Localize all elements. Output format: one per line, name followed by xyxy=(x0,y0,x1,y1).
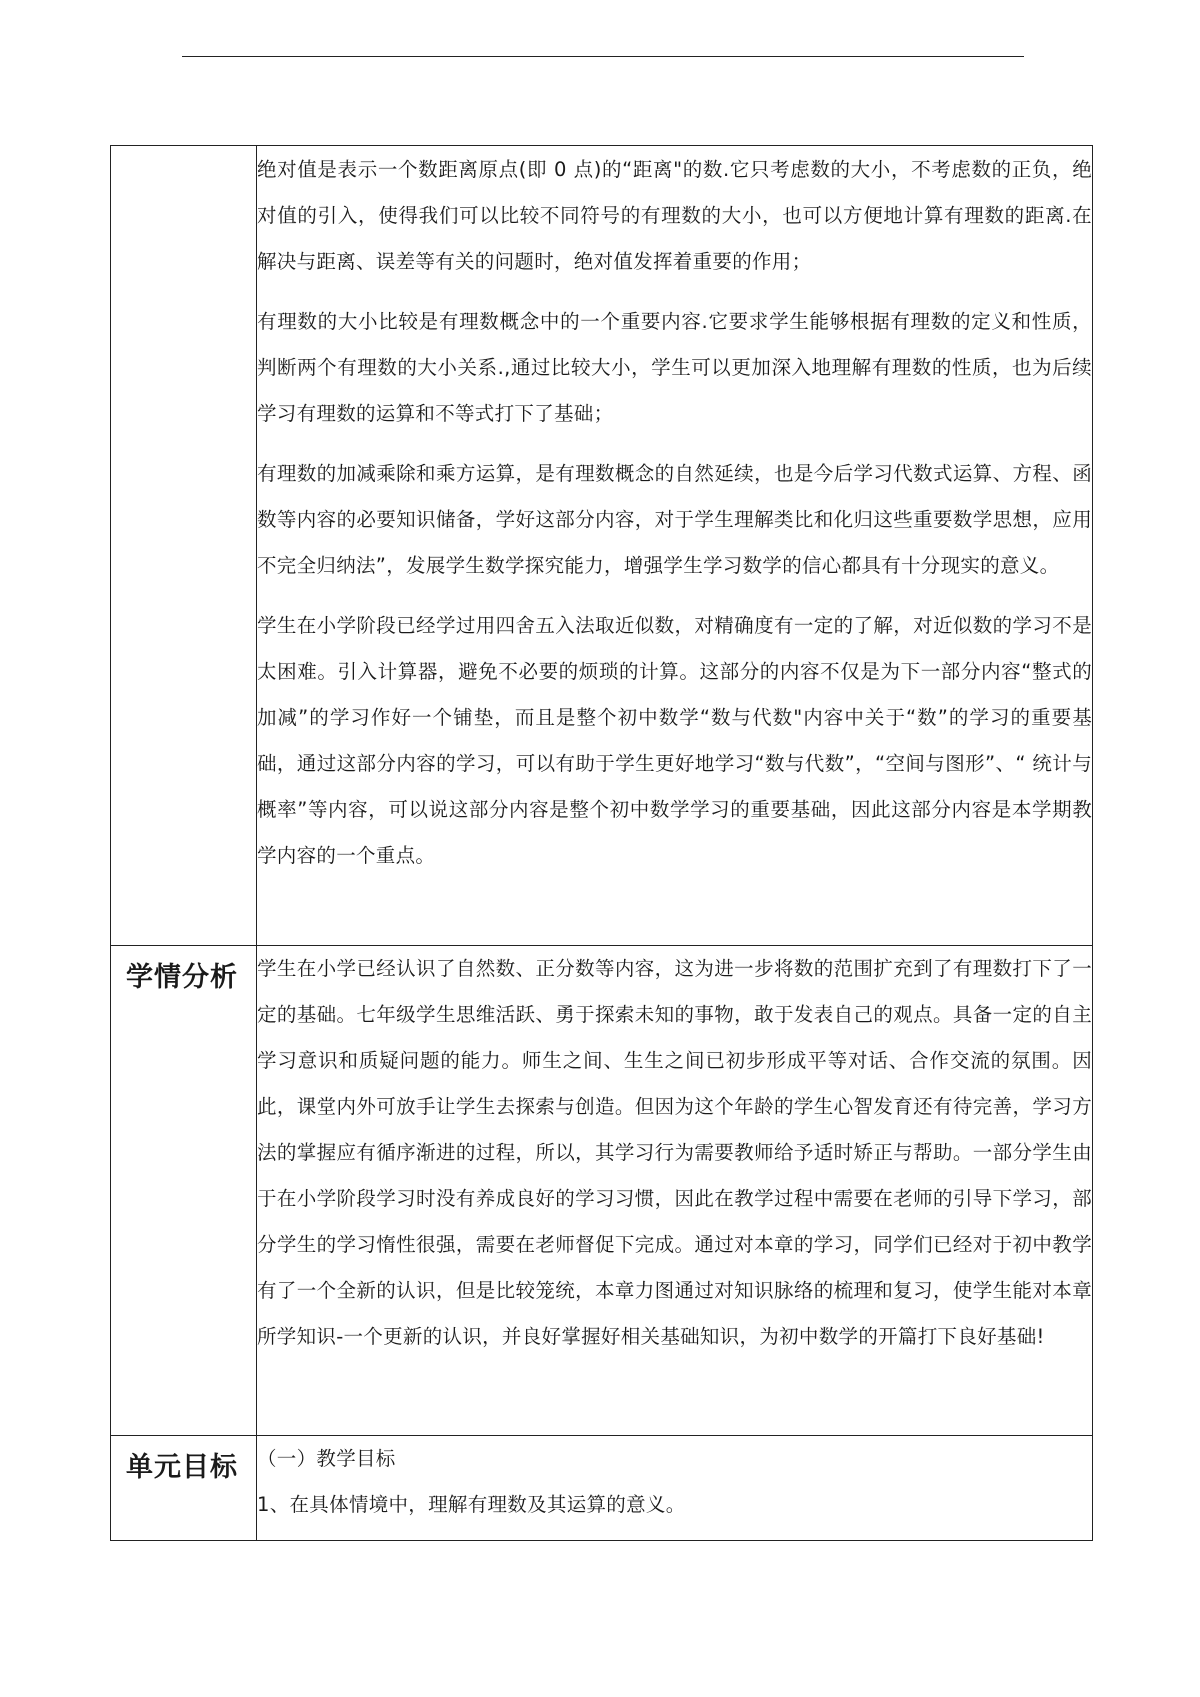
table-row-unit-goals xyxy=(111,1436,1093,1541)
header-rule xyxy=(182,56,1024,57)
content-cell xyxy=(257,1436,1093,1541)
row-label-cell xyxy=(111,1436,257,1541)
goal-heading: （一）教学目标 xyxy=(257,1447,396,1470)
lesson-plan-table xyxy=(110,145,1093,1541)
content-cell xyxy=(257,146,1093,946)
row-label-cell-empty xyxy=(111,146,257,946)
paragraph-comparison: 有理数的大小比较是有理数概念中的一个重要内容.它要求学生能够根据有理数的定义和性质，判断两个有理数的大小关系.,通过比较大小，学生可以更加深入地理解有理数的性质，也为后续学习有理数的运算和不等式打下了基础； xyxy=(257,310,1092,425)
table-row-student-analysis xyxy=(111,946,1093,1436)
table-row-content xyxy=(111,146,1093,946)
paragraph-absolute-value: 绝对值是表示一个数距离原点(即 0 点)的“距离"的数.它只考虑数的大小，不考虑数的正负，绝对值的引入，使得我们可以比较不同符号的有理数的大小，也可以方便地计算有理数的距离.在解决与距离、误差等有关的问题时，绝对值发挥着重要的作用； xyxy=(257,158,1092,273)
paragraph-operations: 有理数的加减乘除和乘方运算，是有理数概念的自然延续，也是今后学习代数式运算、方程、函数等内容的必要知识储备，学好这部分内容，对于学生理解类比和化归这些重要数学思想，应用不完全归纳法”，发展学生数学探究能力，增强学生学习数学的信心都具有十分现实的意义。 xyxy=(257,462,1092,577)
paragraph-approximation: 学生在小学阶段已经学过用四舍五入法取近似数，对精确度有一定的了解，对近似数的学习不是太困难。引入计算器，避免不必要的烦琐的计算。这部分的内容不仅是为下一部分内容“整式的加减”的学习作好一个铺垫，而且是整个初中数学“数与代数"内容中关于“数”的学习的重要基础，通过这部分内容的学习，可以有助于学生更好地学习“数与代数”，“空间与图形”、“ 统计与概率”等内容，可以说这部分内容是整个初中数学学习的重要基础，因此这部分内容是本学期教学内容的一个重点。 xyxy=(257,614,1092,867)
goal-item: 1、在具体情境中，理解有理数及其运算的意义。 xyxy=(257,1493,686,1516)
row-label-student-analysis: 学情分析 xyxy=(126,962,238,993)
row-label xyxy=(111,146,256,155)
content-cell xyxy=(257,946,1093,1436)
row-label-cell xyxy=(111,946,257,1436)
paragraph-student-analysis: 学生在小学已经认识了自然数、正分数等内容，这为进一步将数的范围扩充到了有理数打下了一定的基础。七年级学生思维活跃、勇于探索未知的事物，敢于发表自己的观点。具备一定的自主学习意识和质疑问题的能力。师生之间、生生之间已初步形成平等对话、合作交流的氛围。因此，课堂内外可放手让学生去探索与创造。但因为这个年龄的学生心智发育还有待完善，学习方法的掌握应有循序渐进的过程，所以，其学习行为需要教师给予适时矫正与帮助。一部分学生由于在小学阶段学习时没有养成良好的学习习惯，因此在教学过程中需要在老师的引导下学习，部分学生的学习惰性很强，需要在老师督促下完成。通过对本章的学习，同学们已经对于初中教学有了一个全新的认识，但是比较笼统，本章力图通过对知识脉络的梳理和复习，使学生能对本章所学知识-一个更新的认识，并良好掌握好相关基础知识，为初中数学的开篇打下良好基础! xyxy=(257,957,1092,1348)
row-label-unit-goals: 单元目标 xyxy=(126,1452,238,1483)
